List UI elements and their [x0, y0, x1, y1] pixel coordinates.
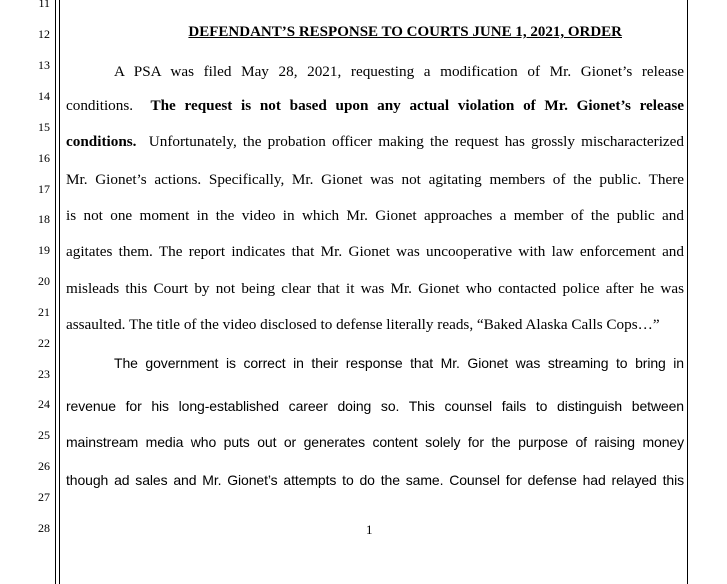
- line-number: 14: [38, 89, 50, 103]
- page-number: 1: [366, 522, 373, 537]
- line-number: 17: [38, 182, 50, 196]
- line-number: 20: [38, 274, 50, 288]
- body-line: Mr. Gionet’s actions. Specifically, Mr. Gionet was not agitating members of the public. There: [66, 171, 684, 188]
- line-number: 15: [38, 120, 50, 134]
- line-number: 18: [38, 212, 50, 226]
- margin-rule-right: [687, 0, 688, 584]
- emphasized-text: The request is not based upon any actual violation of Mr. Gionet’s release: [150, 97, 684, 114]
- body-line: agitates them. The report indicates that Mr. Gionet was uncooperative with law enforcement and: [66, 243, 684, 260]
- document-heading: DEFENDANT’S RESPONSE TO COURTS JUNE 1, 2021, ORDER: [188, 24, 622, 40]
- body-text: conditions.: [66, 97, 134, 114]
- line-number: 27: [38, 490, 50, 504]
- line-number: 13: [38, 58, 50, 72]
- margin-rule-left-outer: [55, 0, 56, 584]
- line-number: 12: [38, 27, 50, 41]
- body-text: Unfortunately, the probation officer making the request has grossly mischaracterized: [148, 133, 685, 150]
- emphasized-text: conditions.: [66, 133, 137, 150]
- body-line: though ad sales and Mr. Gionet’s attempts to do the same. Counsel for defense had relayed this: [66, 472, 684, 488]
- line-number: 24: [38, 397, 50, 411]
- line-number: 11: [38, 0, 50, 10]
- body-line: [66, 96, 684, 116]
- body-line: A PSA was filed May 28, 2021, requesting a modification of Mr. Gionet’s release: [114, 63, 684, 80]
- line-number: 25: [38, 428, 50, 442]
- line-number: 21: [38, 305, 50, 319]
- body-line: revenue for his long-established career doing so. This counsel fails to distinguish between: [66, 398, 684, 414]
- body-line: The government is correct in their response that Mr. Gionet was streaming to bring in: [114, 355, 684, 371]
- body-line: misleads this Court by not being clear that it was Mr. Gionet who contacted police after he was: [66, 280, 684, 297]
- body-line: is not one moment in the video in which Mr. Gionet approaches a member of the public and: [66, 207, 684, 224]
- margin-rule-left-inner: [59, 0, 60, 584]
- line-number: 28: [38, 521, 50, 535]
- body-line: [66, 132, 684, 152]
- body-line: mainstream media who puts out or generates content solely for the purpose of raising money: [66, 434, 684, 450]
- line-number: 26: [38, 459, 50, 473]
- line-number: 22: [38, 336, 50, 350]
- line-number: 19: [38, 243, 50, 257]
- line-number: 16: [38, 151, 50, 165]
- body-line: assaulted. The title of the video disclosed to defense literally reads, “Baked Alaska Calls Cops…”: [66, 316, 660, 333]
- line-number: 23: [38, 367, 50, 381]
